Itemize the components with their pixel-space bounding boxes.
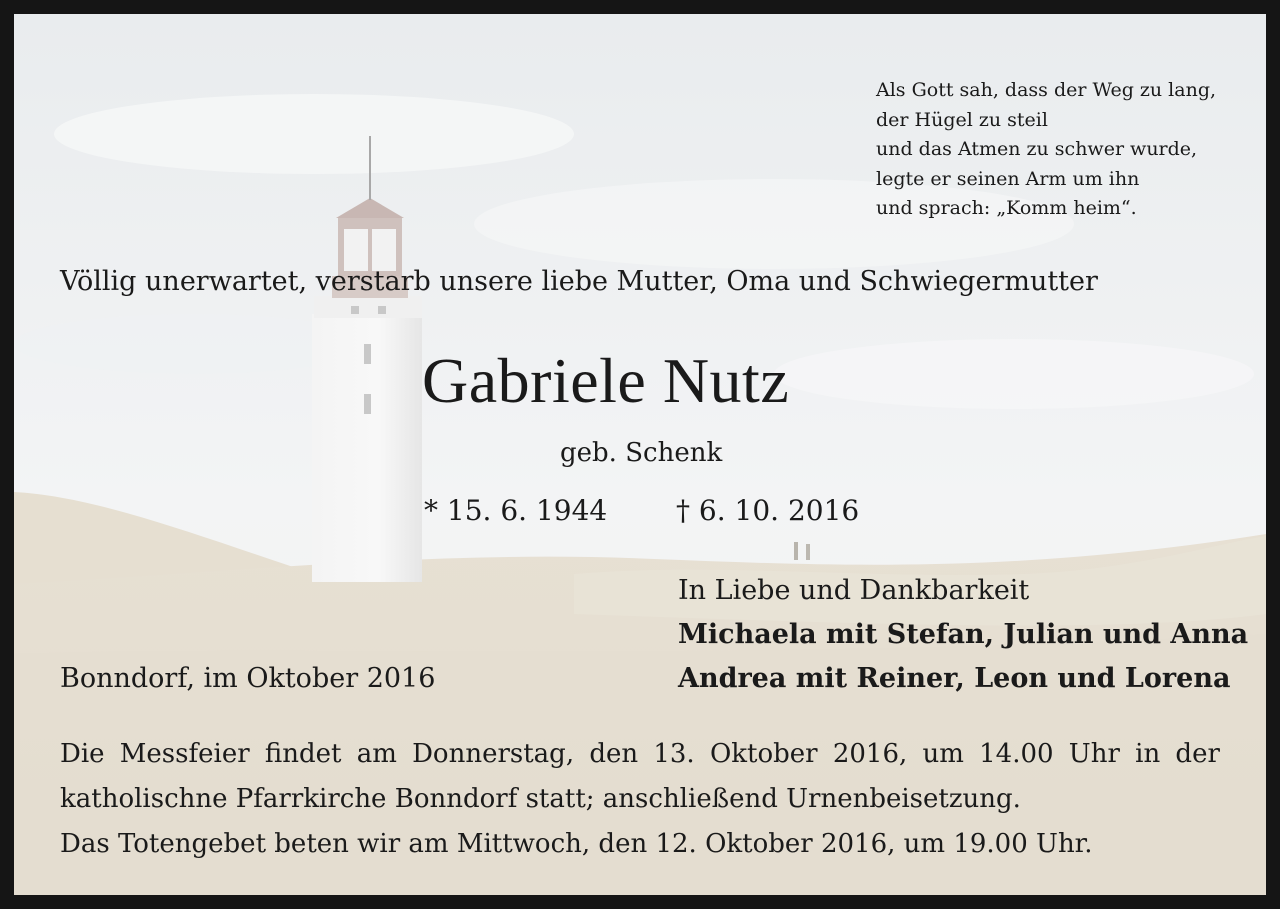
birth-date: * 15. 6. 1944	[424, 494, 608, 527]
poem	[876, 76, 1236, 224]
poem-line: Als Gott sah, dass der Weg zu lang,	[876, 79, 1217, 101]
notice-word: Messfeier	[119, 739, 250, 769]
place-date: Bonndorf, im Oktober 2016	[60, 663, 436, 694]
poem-line: der Hügel zu steil	[876, 108, 1048, 131]
notice-word: 13.	[653, 739, 695, 769]
notice-line: Das Totengebet beten wir am Mittwoch, den 12. Oktober 2016, um 19.00 Uhr.	[60, 829, 1093, 859]
notice-word: den	[589, 739, 639, 769]
poem-line: und das Atmen zu schwer wurde,	[876, 138, 1198, 160]
service-notice	[60, 732, 1220, 867]
notice-word: am	[356, 739, 397, 769]
poem-line: legte er seinen Arm um ihn	[876, 167, 1140, 190]
intro-text: Völlig unerwartet, verstarb unsere liebe Mutter, Oma und Schwiegermutter	[60, 266, 1098, 297]
notice-word: 14.00	[979, 739, 1054, 769]
notice-word: Oktober	[709, 739, 818, 769]
notice-word: Die	[60, 739, 105, 769]
poem-line: und sprach: „Komm heim“.	[876, 197, 1137, 219]
notice-line	[60, 732, 1220, 777]
death-date: † 6. 10. 2016	[676, 494, 860, 527]
notice-word: Uhr	[1068, 739, 1120, 769]
family-line: Andrea mit Reiner, Leon und Lorena	[678, 663, 1231, 694]
notice-word: findet	[264, 739, 342, 769]
obituary-card	[14, 14, 1266, 895]
notice-word: der	[1175, 739, 1220, 769]
notice-word: in	[1135, 739, 1161, 769]
notice-line: katholischne Pfarrkirche Bonndorf statt; anschließend Urnenbeisetzung.	[60, 784, 1021, 814]
family-line: Michaela mit Stefan, Julian und Anna	[678, 619, 1249, 650]
notice-word: 2016,	[832, 739, 908, 769]
family-intro: In Liebe und Dankbarkeit	[678, 575, 1030, 606]
notice-word: Donnerstag,	[412, 739, 575, 769]
maiden-name: geb. Schenk	[560, 438, 723, 468]
notice-word: um	[922, 739, 964, 769]
deceased-name: Gabriele Nutz	[422, 345, 790, 416]
